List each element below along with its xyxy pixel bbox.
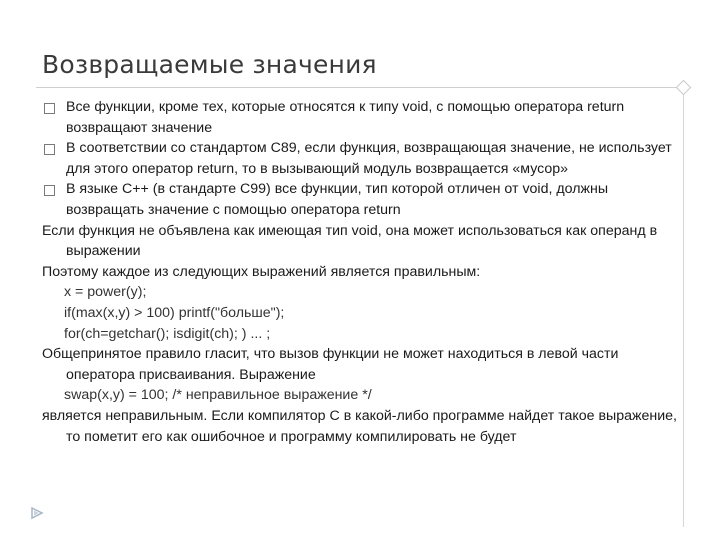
code-line: swap(x,y) = 100; /* неправильное выражение */ <box>64 387 372 404</box>
bullet-item <box>42 179 682 220</box>
bullet-item <box>42 97 682 138</box>
slide-nav-icon <box>30 506 44 520</box>
paragraph-conclusion: является неправильным. Если компилятор C в какой-либо программе найдет такое выражение, то пометит его как ошибочное и программу компилировать не будет <box>42 407 678 445</box>
bullet-text: В языке C++ (в стандарте C99) все функции, тип которой отличен от void, должны возвращать значение с помощью оператора return <box>66 181 609 218</box>
square-bullet-icon <box>44 144 55 155</box>
code-line: if(max(x,y) > 100) printf("больше"); <box>64 304 285 321</box>
bullet-item <box>42 138 682 179</box>
corner-diamond-icon <box>676 80 692 96</box>
square-bullet-icon <box>44 185 55 196</box>
title-underline <box>36 87 683 88</box>
bullet-text: Все функции, кроме тех, которые относятся к типу void, с помощью оператора return возвращают значение <box>66 99 625 136</box>
paragraph-rule: Общепринятое правило гласит, что вызов функции не может находиться в левой части оператора присваивания. Выражение <box>42 346 619 383</box>
bullet-text: В соответствии со стандартом C89, если функция, возвращающая значение, не использует для этого оператор return, то в вызывающий модуль возвращается «мусор» <box>66 140 672 177</box>
code-line: for(ch=getchar(); isdigit(ch); ) ... ; <box>64 325 271 342</box>
code-line: x = power(y); <box>64 284 147 301</box>
slide-body <box>42 97 682 447</box>
paragraph-intro-examples: Поэтому каждое из следующих выражений является правильным: <box>42 263 481 280</box>
paragraph-operand: Если функция не объявлена как имеющая тип void, она может использоваться как операнд в выражении <box>42 222 658 260</box>
right-border-line <box>683 87 684 527</box>
slide-title: Возвращаемые значения <box>42 50 377 79</box>
square-bullet-icon <box>44 103 55 114</box>
